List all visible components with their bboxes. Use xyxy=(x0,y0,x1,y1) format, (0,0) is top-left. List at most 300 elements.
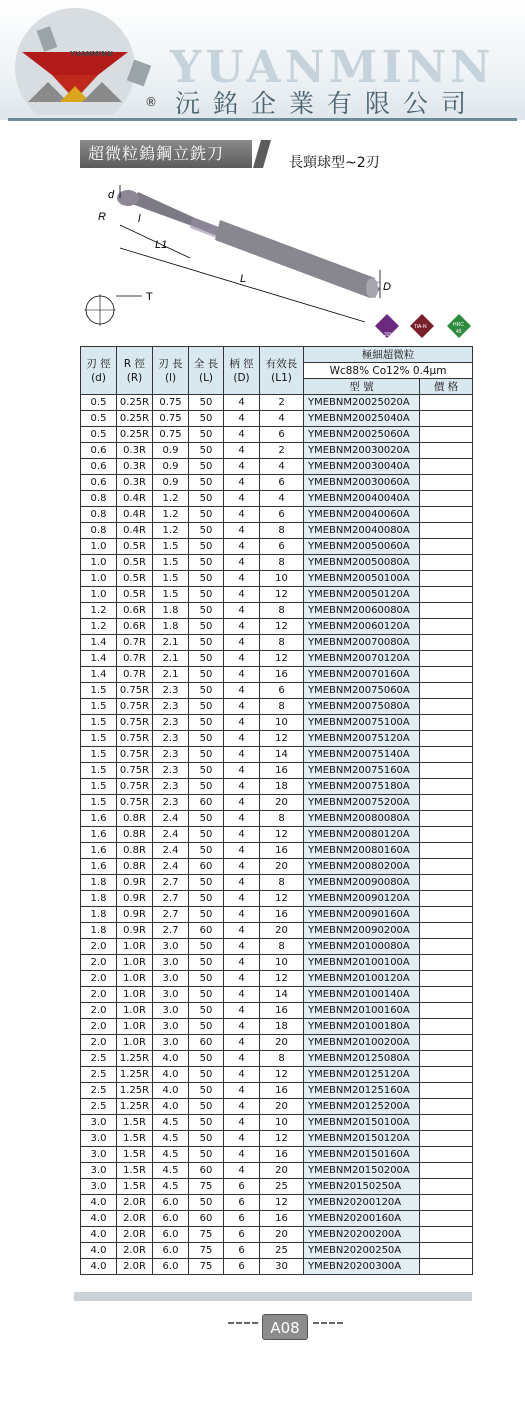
cell-effective-length: 18 xyxy=(260,779,304,795)
cell-shank-diameter: 6 xyxy=(224,1259,260,1275)
cell-diameter: 3.0 xyxy=(81,1115,117,1131)
cell-shank-diameter: 4 xyxy=(224,971,260,987)
cell-price xyxy=(420,779,473,795)
cell-flute-length: 2.7 xyxy=(153,891,189,907)
cell-price xyxy=(420,955,473,971)
cell-diameter: 0.6 xyxy=(81,475,117,491)
table-row xyxy=(81,1179,473,1195)
cell-price xyxy=(420,923,473,939)
cell-diameter: 1.5 xyxy=(81,715,117,731)
cell-flute-length: 1.8 xyxy=(153,603,189,619)
cell-price xyxy=(420,555,473,571)
table-row xyxy=(81,1035,473,1051)
cell-effective-length: 8 xyxy=(260,875,304,891)
cell-price xyxy=(420,1067,473,1083)
cell-diameter: 3.0 xyxy=(81,1163,117,1179)
table-row xyxy=(81,619,473,635)
cell-price xyxy=(420,827,473,843)
dim-label-L: L xyxy=(240,273,247,285)
cell-shank-diameter: 4 xyxy=(224,987,260,1003)
cell-flute-length: 3.0 xyxy=(153,955,189,971)
cell-effective-length: 25 xyxy=(260,1243,304,1259)
cell-price xyxy=(420,651,473,667)
cell-overall-length: 50 xyxy=(189,603,224,619)
cell-overall-length: 50 xyxy=(189,587,224,603)
cell-shank-diameter: 4 xyxy=(224,939,260,955)
cell-diameter: 3.0 xyxy=(81,1179,117,1195)
cell-overall-length: 50 xyxy=(189,699,224,715)
cell-overall-length: 50 xyxy=(189,411,224,427)
cell-overall-length: 50 xyxy=(189,1051,224,1067)
cell-radius: 0.75R xyxy=(117,715,153,731)
cell-overall-length: 60 xyxy=(189,1163,224,1179)
cell-flute-length: 0.75 xyxy=(153,427,189,443)
table-row xyxy=(81,955,473,971)
cell-flute-length: 3.0 xyxy=(153,971,189,987)
cell-diameter: 1.5 xyxy=(81,683,117,699)
cell-diameter: 2.0 xyxy=(81,987,117,1003)
cell-effective-length: 18 xyxy=(260,1019,304,1035)
cell-diameter: 1.0 xyxy=(81,555,117,571)
table-row xyxy=(81,875,473,891)
table-row xyxy=(81,1067,473,1083)
cell-shank-diameter: 4 xyxy=(224,763,260,779)
table-row xyxy=(81,507,473,523)
cell-price xyxy=(420,587,473,603)
cell-radius: 0.6R xyxy=(117,603,153,619)
cell-flute-length: 2.7 xyxy=(153,875,189,891)
cell-effective-length: 12 xyxy=(260,1131,304,1147)
cell-radius: 0.5R xyxy=(117,571,153,587)
cell-radius: 1.0R xyxy=(117,987,153,1003)
cell-effective-length: 4 xyxy=(260,459,304,475)
cell-shank-diameter: 4 xyxy=(224,395,260,411)
cell-overall-length: 75 xyxy=(189,1243,224,1259)
cell-overall-length: 50 xyxy=(189,971,224,987)
cell-flute-length: 1.8 xyxy=(153,619,189,635)
cell-diameter: 4.0 xyxy=(81,1227,117,1243)
cell-shank-diameter: 4 xyxy=(224,779,260,795)
cell-radius: 1.5R xyxy=(117,1179,153,1195)
cell-diameter: 3.0 xyxy=(81,1147,117,1163)
cell-shank-diameter: 6 xyxy=(224,1195,260,1211)
cell-price xyxy=(420,539,473,555)
cell-model-code: YMEBNM20075200A xyxy=(304,795,420,811)
cell-diameter: 2.0 xyxy=(81,1019,117,1035)
cell-overall-length: 60 xyxy=(189,1211,224,1227)
cell-diameter: 1.0 xyxy=(81,539,117,555)
cell-price xyxy=(420,763,473,779)
cell-shank-diameter: 4 xyxy=(224,539,260,555)
cell-flute-length: 4.5 xyxy=(153,1115,189,1131)
cell-price xyxy=(420,795,473,811)
cell-price xyxy=(420,1115,473,1131)
cell-radius: 1.0R xyxy=(117,971,153,987)
table-row xyxy=(81,1259,473,1275)
cell-shank-diameter: 4 xyxy=(224,827,260,843)
cell-flute-length: 2.3 xyxy=(153,747,189,763)
cell-overall-length: 50 xyxy=(189,939,224,955)
cell-overall-length: 50 xyxy=(189,619,224,635)
header-shank-diameter: 柄 徑 (D) xyxy=(224,347,260,395)
cell-radius: 0.8R xyxy=(117,859,153,875)
cell-diameter: 1.6 xyxy=(81,827,117,843)
cell-diameter: 4.0 xyxy=(81,1195,117,1211)
cell-model-code: YMEBNM20075120A xyxy=(304,731,420,747)
cell-shank-diameter: 4 xyxy=(224,699,260,715)
table-row xyxy=(81,475,473,491)
cell-overall-length: 50 xyxy=(189,987,224,1003)
table-row xyxy=(81,939,473,955)
cell-flute-length: 3.0 xyxy=(153,987,189,1003)
header-divider xyxy=(8,118,517,121)
cell-model-code: YMEBNM20080080A xyxy=(304,811,420,827)
cell-radius: 1.0R xyxy=(117,939,153,955)
cell-model-code: YMEBNM20050060A xyxy=(304,539,420,555)
cell-diameter: 0.5 xyxy=(81,427,117,443)
cell-overall-length: 50 xyxy=(189,427,224,443)
cell-flute-length: 4.0 xyxy=(153,1067,189,1083)
header-flute-length: 刃 長 (l) xyxy=(153,347,189,395)
cell-effective-length: 6 xyxy=(260,507,304,523)
cell-shank-diameter: 4 xyxy=(224,875,260,891)
cell-flute-length: 1.2 xyxy=(153,507,189,523)
cell-radius: 2.0R xyxy=(117,1211,153,1227)
cell-diameter: 1.6 xyxy=(81,811,117,827)
table-row xyxy=(81,1147,473,1163)
table-row xyxy=(81,747,473,763)
cell-effective-length: 20 xyxy=(260,1099,304,1115)
cell-radius: 0.9R xyxy=(117,891,153,907)
cell-price xyxy=(420,459,473,475)
cell-radius: 0.8R xyxy=(117,811,153,827)
cell-price xyxy=(420,1195,473,1211)
cell-price xyxy=(420,939,473,955)
cell-model-code: YMEBN20200160A xyxy=(304,1211,420,1227)
cell-radius: 0.6R xyxy=(117,619,153,635)
cell-model-code: YMEBNM20150100A xyxy=(304,1115,420,1131)
header-diameter: 刃 徑 (d) xyxy=(81,347,117,395)
cell-shank-diameter: 4 xyxy=(224,1019,260,1035)
cell-effective-length: 8 xyxy=(260,1051,304,1067)
cell-diameter: 4.0 xyxy=(81,1259,117,1275)
logo-text: YUANMINN xyxy=(70,50,114,58)
cell-effective-length: 16 xyxy=(260,1211,304,1227)
cell-radius: 2.0R xyxy=(117,1243,153,1259)
cell-model-code: YMEBNM20150120A xyxy=(304,1131,420,1147)
cell-flute-length: 2.7 xyxy=(153,923,189,939)
cell-shank-diameter: 4 xyxy=(224,1163,260,1179)
cell-flute-length: 4.5 xyxy=(153,1163,189,1179)
cell-shank-diameter: 4 xyxy=(224,1115,260,1131)
cell-price xyxy=(420,683,473,699)
cell-flute-length: 2.3 xyxy=(153,731,189,747)
cell-effective-length: 20 xyxy=(260,1163,304,1179)
cell-model-code: YMEBN20150250A xyxy=(304,1179,420,1195)
spec-table-body xyxy=(81,395,473,1275)
cell-effective-length: 16 xyxy=(260,1083,304,1099)
cell-radius: 1.25R xyxy=(117,1099,153,1115)
cell-price xyxy=(420,811,473,827)
cell-flute-length: 1.5 xyxy=(153,571,189,587)
cell-flute-length: 2.1 xyxy=(153,651,189,667)
cell-effective-length: 12 xyxy=(260,587,304,603)
brand-name-english: YUANMINN xyxy=(170,42,495,93)
cell-shank-diameter: 4 xyxy=(224,507,260,523)
cell-effective-length: 10 xyxy=(260,571,304,587)
table-row xyxy=(81,1243,473,1259)
cell-radius: 0.3R xyxy=(117,443,153,459)
table-row xyxy=(81,971,473,987)
cell-overall-length: 60 xyxy=(189,795,224,811)
table-row xyxy=(81,811,473,827)
cell-model-code: YMEBNM20100100A xyxy=(304,955,420,971)
cell-effective-length: 14 xyxy=(260,747,304,763)
cell-effective-length: 12 xyxy=(260,891,304,907)
cell-radius: 0.8R xyxy=(117,827,153,843)
cell-effective-length: 8 xyxy=(260,603,304,619)
cell-overall-length: 50 xyxy=(189,395,224,411)
cell-diameter: 2.0 xyxy=(81,1035,117,1051)
cell-price xyxy=(420,443,473,459)
cell-model-code: YMEBNM20075060A xyxy=(304,683,420,699)
cell-diameter: 1.4 xyxy=(81,635,117,651)
cell-shank-diameter: 4 xyxy=(224,1003,260,1019)
badge-hrc-value: 45 xyxy=(456,329,462,335)
cell-flute-length: 2.4 xyxy=(153,859,189,875)
cell-model-code: YMEBNM20090120A xyxy=(304,891,420,907)
cell-effective-length: 4 xyxy=(260,491,304,507)
table-row xyxy=(81,891,473,907)
cell-model-code: YMEBNM20080160A xyxy=(304,843,420,859)
cell-overall-length: 50 xyxy=(189,1131,224,1147)
table-row xyxy=(81,779,473,795)
table-row xyxy=(81,635,473,651)
cell-shank-diameter: 4 xyxy=(224,555,260,571)
cell-radius: 0.7R xyxy=(117,635,153,651)
cell-overall-length: 50 xyxy=(189,683,224,699)
cell-shank-diameter: 4 xyxy=(224,811,260,827)
cell-shank-diameter: 4 xyxy=(224,587,260,603)
cell-overall-length: 50 xyxy=(189,715,224,731)
cell-radius: 0.75R xyxy=(117,699,153,715)
registered-mark: ® xyxy=(145,95,157,109)
cell-flute-length: 6.0 xyxy=(153,1227,189,1243)
cell-model-code: YMEBNM20070160A xyxy=(304,667,420,683)
cell-shank-diameter: 4 xyxy=(224,635,260,651)
cell-diameter: 1.4 xyxy=(81,651,117,667)
cell-model-code: YMEBNM20100180A xyxy=(304,1019,420,1035)
cell-model-code: YMEBNM20090160A xyxy=(304,907,420,923)
cell-flute-length: 2.7 xyxy=(153,907,189,923)
product-subtitle: 長頸球型~2刃 xyxy=(289,155,380,171)
cell-diameter: 1.6 xyxy=(81,843,117,859)
cell-price xyxy=(420,523,473,539)
cell-price xyxy=(420,731,473,747)
cell-shank-diameter: 4 xyxy=(224,443,260,459)
cell-shank-diameter: 4 xyxy=(224,715,260,731)
cell-model-code: YMEBNM20040080A xyxy=(304,523,420,539)
cell-overall-length: 50 xyxy=(189,539,224,555)
cell-effective-length: 25 xyxy=(260,1179,304,1195)
cell-flute-length: 4.5 xyxy=(153,1147,189,1163)
cell-radius: 0.3R xyxy=(117,459,153,475)
cell-diameter: 1.4 xyxy=(81,667,117,683)
cell-diameter: 0.5 xyxy=(81,395,117,411)
cell-diameter: 1.0 xyxy=(81,587,117,603)
cell-overall-length: 50 xyxy=(189,571,224,587)
cell-radius: 0.4R xyxy=(117,491,153,507)
cell-radius: 1.0R xyxy=(117,955,153,971)
cell-effective-length: 16 xyxy=(260,763,304,779)
cell-flute-length: 2.3 xyxy=(153,763,189,779)
cell-model-code: YMEBNM20040040A xyxy=(304,491,420,507)
cell-model-code: YMEBNM20050120A xyxy=(304,587,420,603)
table-row xyxy=(81,859,473,875)
header-price: 價 格 xyxy=(420,379,473,395)
page-number: A08 xyxy=(262,1314,308,1340)
cell-diameter: 1.2 xyxy=(81,619,117,635)
cell-diameter: 2.5 xyxy=(81,1083,117,1099)
cell-diameter: 1.5 xyxy=(81,747,117,763)
cell-model-code: YMEBNM20060080A xyxy=(304,603,420,619)
cell-flute-length: 2.3 xyxy=(153,779,189,795)
cell-model-code: YMEBNM20040060A xyxy=(304,507,420,523)
cell-price xyxy=(420,1083,473,1099)
table-row xyxy=(81,1211,473,1227)
cell-radius: 0.3R xyxy=(117,475,153,491)
cell-model-code: YMEBNM20100160A xyxy=(304,1003,420,1019)
cell-diameter: 2.0 xyxy=(81,939,117,955)
cell-radius: 1.5R xyxy=(117,1115,153,1131)
cell-effective-length: 8 xyxy=(260,811,304,827)
cell-effective-length: 6 xyxy=(260,539,304,555)
table-row xyxy=(81,907,473,923)
cell-price xyxy=(420,635,473,651)
page-dash-right xyxy=(313,1322,343,1324)
cell-shank-diameter: 4 xyxy=(224,955,260,971)
cell-flute-length: 6.0 xyxy=(153,1259,189,1275)
cell-model-code: YMEBNM20080200A xyxy=(304,859,420,875)
cell-model-code: YMEBNM20025020A xyxy=(304,395,420,411)
cell-price xyxy=(420,891,473,907)
cell-price xyxy=(420,1131,473,1147)
cell-effective-length: 30 xyxy=(260,1259,304,1275)
cell-diameter: 1.8 xyxy=(81,923,117,939)
cell-price xyxy=(420,1179,473,1195)
cell-diameter: 1.5 xyxy=(81,731,117,747)
cell-flute-length: 3.0 xyxy=(153,1035,189,1051)
cell-flute-length: 1.5 xyxy=(153,587,189,603)
cell-model-code: YMEBNM20125160A xyxy=(304,1083,420,1099)
cell-model-code: YMEBNM20090200A xyxy=(304,923,420,939)
cell-flute-length: 0.75 xyxy=(153,411,189,427)
cell-effective-length: 12 xyxy=(260,619,304,635)
cell-price xyxy=(420,1211,473,1227)
cell-effective-length: 12 xyxy=(260,651,304,667)
cell-diameter: 0.8 xyxy=(81,523,117,539)
table-row xyxy=(81,571,473,587)
table-row xyxy=(81,459,473,475)
cell-radius: 1.0R xyxy=(117,1035,153,1051)
cell-price xyxy=(420,667,473,683)
footer-bar xyxy=(74,1292,472,1301)
cell-overall-length: 50 xyxy=(189,891,224,907)
cell-overall-length: 50 xyxy=(189,1099,224,1115)
cell-model-code: YMEBN20200200A xyxy=(304,1227,420,1243)
cell-radius: 1.25R xyxy=(117,1067,153,1083)
cell-overall-length: 50 xyxy=(189,955,224,971)
table-row xyxy=(81,1099,473,1115)
table-row xyxy=(81,731,473,747)
cell-shank-diameter: 4 xyxy=(224,859,260,875)
table-row xyxy=(81,395,473,411)
cell-diameter: 1.8 xyxy=(81,891,117,907)
cell-overall-length: 50 xyxy=(189,555,224,571)
cell-price xyxy=(420,715,473,731)
cell-price xyxy=(420,747,473,763)
cell-model-code: YMEBNM20050100A xyxy=(304,571,420,587)
badge-hrc: HRC xyxy=(453,322,464,328)
cell-flute-length: 0.9 xyxy=(153,475,189,491)
cell-model-code: YMEBNM20100200A xyxy=(304,1035,420,1051)
cell-diameter: 0.5 xyxy=(81,411,117,427)
dim-label-D: D xyxy=(383,281,391,293)
cell-radius: 0.7R xyxy=(117,651,153,667)
cell-overall-length: 50 xyxy=(189,475,224,491)
cell-price xyxy=(420,411,473,427)
cell-flute-length: 1.2 xyxy=(153,523,189,539)
header-effective-length: 有效長 (L1) xyxy=(260,347,304,395)
cell-model-code: YMEBNM20030040A xyxy=(304,459,420,475)
cell-shank-diameter: 6 xyxy=(224,1211,260,1227)
cell-shank-diameter: 4 xyxy=(224,1099,260,1115)
cell-shank-diameter: 4 xyxy=(224,603,260,619)
cell-effective-length: 20 xyxy=(260,1227,304,1243)
cell-flute-length: 1.5 xyxy=(153,539,189,555)
cell-radius: 0.75R xyxy=(117,795,153,811)
cell-effective-length: 12 xyxy=(260,971,304,987)
cell-model-code: YMEBNM20030060A xyxy=(304,475,420,491)
cell-radius: 0.5R xyxy=(117,587,153,603)
table-row xyxy=(81,1163,473,1179)
cell-diameter: 1.5 xyxy=(81,779,117,795)
cell-effective-length: 12 xyxy=(260,1195,304,1211)
cell-diameter: 0.8 xyxy=(81,507,117,523)
cell-overall-length: 50 xyxy=(189,1195,224,1211)
cell-overall-length: 50 xyxy=(189,1147,224,1163)
cell-shank-diameter: 4 xyxy=(224,571,260,587)
title-slash-decoration xyxy=(253,140,271,168)
cell-price xyxy=(420,1243,473,1259)
cell-price xyxy=(420,1099,473,1115)
dim-label-l: l xyxy=(138,213,141,225)
cell-radius: 0.5R xyxy=(117,555,153,571)
cell-price xyxy=(420,1227,473,1243)
cell-overall-length: 50 xyxy=(189,763,224,779)
header-overall-length: 全 長 (L) xyxy=(189,347,224,395)
table-row xyxy=(81,443,473,459)
cell-overall-length: 50 xyxy=(189,811,224,827)
header-radius: R 徑 (R) xyxy=(117,347,153,395)
cell-radius: 1.25R xyxy=(117,1051,153,1067)
cell-diameter: 1.5 xyxy=(81,763,117,779)
cell-effective-length: 6 xyxy=(260,683,304,699)
cell-diameter: 2.0 xyxy=(81,971,117,987)
cell-overall-length: 50 xyxy=(189,747,224,763)
table-row xyxy=(81,427,473,443)
cell-overall-length: 50 xyxy=(189,1003,224,1019)
